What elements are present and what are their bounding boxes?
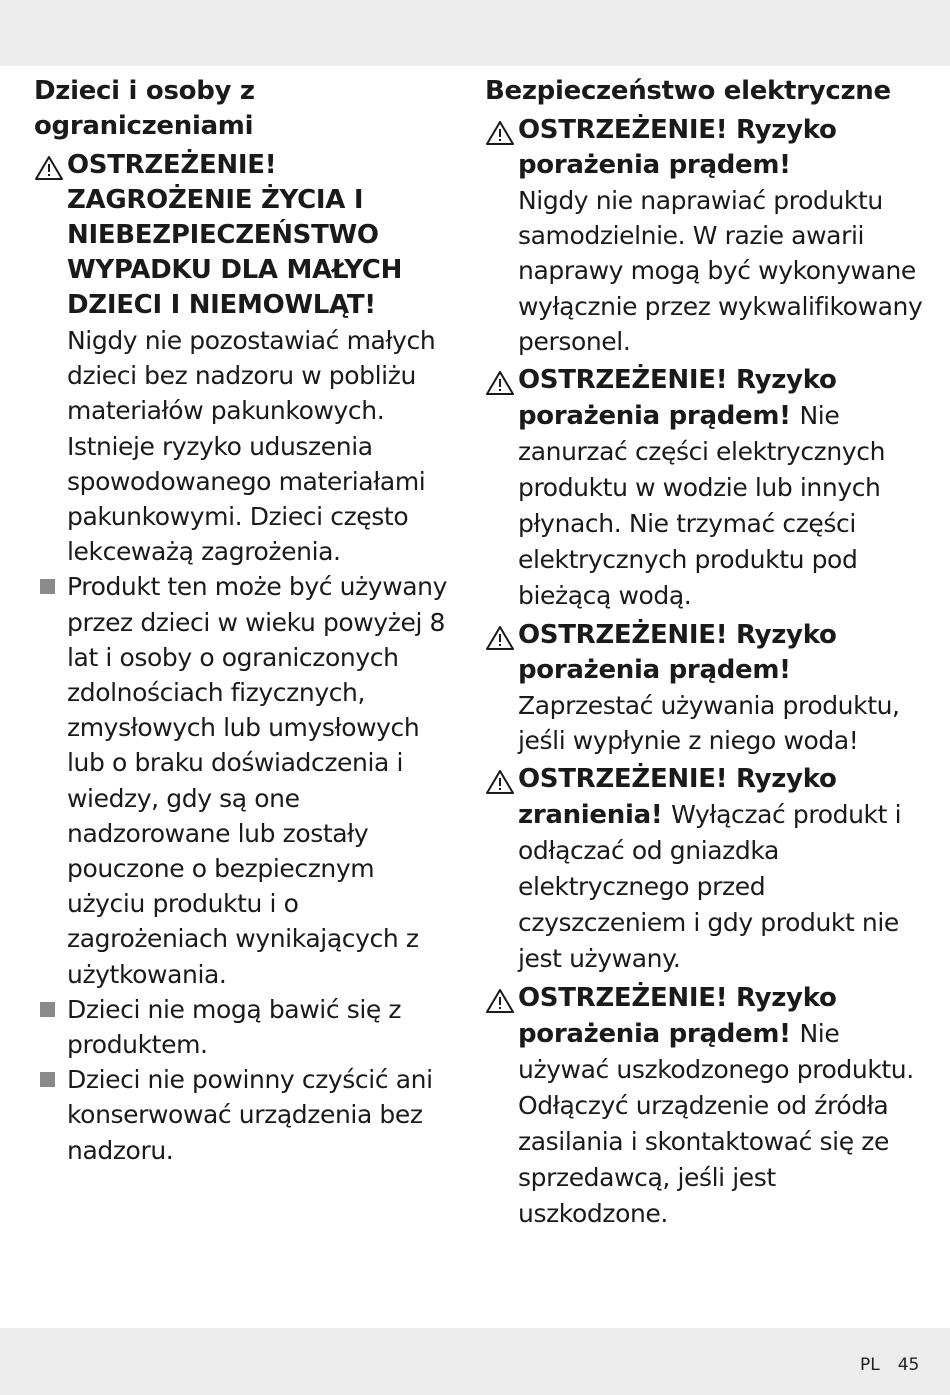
square-bullet-icon [40,1072,55,1087]
warning-block-children [34,148,459,569]
warning-triangle-icon [485,370,515,396]
warning-triangle-icon [485,769,515,795]
list-item-text: Dzieci nie mogą bawić się z produktem. [67,994,402,1060]
square-bullet-icon [40,579,55,594]
language-code: PL [860,1355,880,1375]
warning-title: OSTRZEŻENIE! ZAGROŻENIE ŻYCIA I NIEBEZPIECZEŃSTWO WYPADKU DLA MAŁYCH DZIECI I NIEMOWLĄT! [67,150,403,320]
warning-triangle-icon [34,155,64,181]
warning-title: OSTRZEŻENIE! Ryzyko porażenia prądem! [518,983,837,1050]
header-band [0,0,950,66]
page-number: 45 [897,1355,920,1375]
warning-text: Nie zanurzać części elektrycznych produktu w wodzie lub innych płynach. Nie trzymać części elektrycznych produktu pod bieżącą wodą. [518,401,886,611]
section-heading-children: Dzieci i osoby z ograniczeniami [34,76,255,141]
right-column [485,74,925,1232]
warning-block [485,762,925,977]
square-bullet-icon [40,1002,55,1017]
warning-block [485,363,925,614]
list-item [34,1062,459,1168]
warning-title: OSTRZEŻENIE! Ryzyko porażenia prądem! [518,365,837,432]
list-item-text: Dzieci nie powinny czyścić ani konserwować urządzenia bez nadzoru. [67,1065,433,1165]
list-item [34,569,459,991]
warning-title-with-text [518,981,925,1232]
page-footer [860,1355,937,1375]
warning-title: OSTRZEŻENIE! Ryzyko porażenia prądem! [518,620,837,686]
warning-text: Nie używać uszkodzonego produktu. Odłączyć urządzenie od źródła zasilania i skontaktować się ze sprzedawcą, jeśli jest uszkodzone. [518,1019,914,1229]
warning-title: OSTRZEŻENIE! Ryzyko porażenia prądem! [518,115,837,180]
warning-triangle-icon [485,988,515,1014]
warning-text: Nigdy nie pozostawiać małych dzieci bez nadzoru w pobliżu materiałów pakunkowych. Istnieje ryzyko uduszenia spowodowanego materiałami pakunkowymi. Dzieci często lekceważą zagrożenia. [67,326,436,567]
warning-triangle-icon [485,120,515,146]
list-item-text: Produkt ten może być używany przez dzieci w wieku powyżej 8 lat i osoby o ograniczonych zdolnościach fizycznych, zmysłowych lub umysłowych lub o braku doświadczenia i wiedzy, gdy są one nadzorowane lub zostały pouczone o bezpiecznym użyciu produktu i o zagrożeniach wynikających z użytkowania. [67,572,447,989]
warning-title-with-text [518,762,925,977]
warning-text: Zaprzestać używania produktu, jeśli wypłynie z niego woda! [518,691,900,756]
warning-block [485,981,925,1232]
section-heading-electrical: Bezpieczeństwo elektryczne [485,76,891,106]
left-column [34,74,459,1168]
warning-text: Nigdy nie naprawiać produktu samodzielnie. W razie awarii naprawy mogą być wykonywane wyłącznie przez wykwalifikowany personel. [518,186,923,356]
warning-block [485,113,925,359]
footer-band [0,1328,950,1395]
warning-block [485,618,925,758]
warning-text: Wyłączać produkt i odłączać od gniazdka elektrycznego przed czyszczeniem i gdy produkt nie jest używany. [518,800,902,974]
warning-triangle-icon [485,625,515,651]
warning-title-with-text [518,363,925,614]
list-item [34,992,459,1062]
warning-title: OSTRZEŻENIE! Ryzyko zranienia! [518,764,837,831]
